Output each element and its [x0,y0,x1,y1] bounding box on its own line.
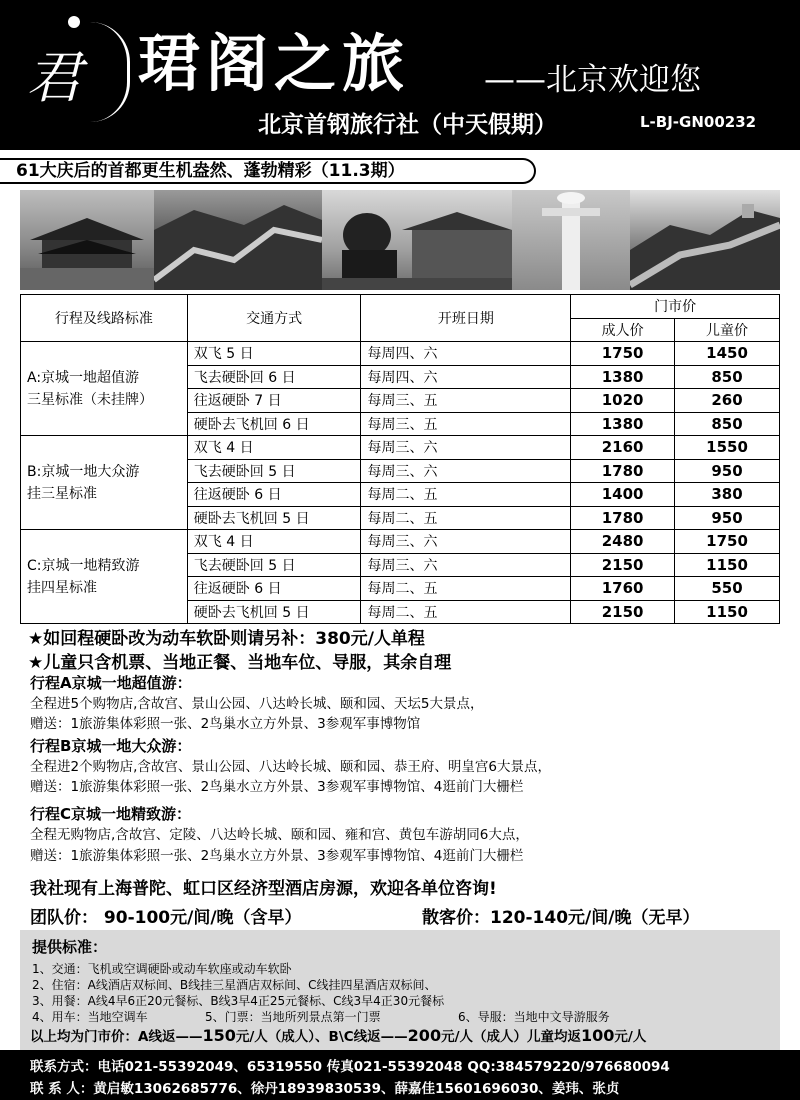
child-price-cell: 1450 [675,342,780,366]
route-b-line2: 赠送：1旅游集体彩照一张、2鸟巢水立方外景、3参观军事博物馆、4逛前门大栅栏 [30,779,524,795]
agency-logo [18,14,118,114]
adult-price-cell: 2480 [571,530,675,554]
child-price-cell: 950 [675,506,780,530]
transport-cell: 往返硬卧 6 日 [187,483,361,507]
standards-box [20,930,780,1050]
route-a-line2: 赠送：1旅游集体彩照一张、2鸟巢水立方外景、3参观军事博物馆 [30,716,421,732]
transport-cell: 双飞 4 日 [187,530,361,554]
child-price-cell: 1550 [675,436,780,460]
logo-dot-icon [68,16,80,28]
schedule-cell: 每周三、六 [361,436,571,460]
transport-cell: 硬卧去飞机回 6 日 [187,412,361,436]
commission-bc-value: 200 [407,1026,442,1045]
col-header-transport: 交通方式 [187,295,361,342]
route-name: B:京城一地大众游 [27,463,140,480]
adult-price-cell: 2150 [571,553,675,577]
child-price-cell: 1150 [675,553,780,577]
route-cell [21,342,188,436]
child-price-cell: 260 [675,389,780,413]
logo-arc-icon [90,22,130,122]
route-name: C:京城一地精致游 [27,557,140,574]
adult-price-cell: 1020 [571,389,675,413]
header-banner [0,0,800,150]
route-standard: 挂三星标准 [27,485,97,502]
schedule-cell: 每周二、五 [361,577,571,601]
commission-bc-label: 元/人（成人）、B\C线返—— [235,1029,408,1045]
adult-price-cell: 1780 [571,506,675,530]
child-price-cell: 1750 [675,530,780,554]
table-row [21,530,780,554]
price-table [20,294,780,624]
child-price-cell: 850 [675,412,780,436]
license-number: L-BJ-GN00232 [640,113,757,131]
commission-a-value: 150 [202,1026,236,1045]
child-price-cell: 1150 [675,600,780,624]
transport-cell: 往返硬卧 6 日 [187,577,361,601]
contact-persons: 联 系 人：黄启敏13062685776、徐丹18939830539、薛嘉佳15601696030、姜玮、张贞 [30,1081,620,1097]
route-standard: 三星标准（未挂牌） [27,391,153,408]
schedule-cell: 每周二、五 [361,600,571,624]
col-header-price: 门市价 [571,295,780,319]
child-price-cell: 950 [675,459,780,483]
group-price: 团队价： 90-100元/间/晚（含早） [30,908,302,928]
route-b-title: 行程B京城一地大众游： [30,737,192,755]
lion-statue-photo [322,190,512,290]
commission-child-unit: 元/人 [614,1029,647,1045]
route-c-title: 行程C京城一地精致游： [30,805,192,823]
standard-transport: 1、交通：飞机或空调硬卧或动车软座或动车软卧 [32,962,292,976]
footer-contact [0,1050,800,1100]
schedule-cell: 每周四、六 [361,365,571,389]
schedule-cell: 每周二、五 [361,483,571,507]
child-price-cell: 550 [675,577,780,601]
note-softsleeper: ★如回程硬卧改为动车软卧则请另补：380元/人单程 [28,629,425,649]
transport-cell: 飞去硬卧回 5 日 [187,459,361,483]
forbidden-city-photo [20,190,154,290]
col-header-schedule: 开班日期 [361,295,571,342]
schedule-cell: 每周三、六 [361,459,571,483]
great-wall-photo-2 [630,190,780,290]
tagline: 61大庆后的首都更生机盎然、蓬勃精彩（11.3期） [0,158,536,184]
note-children: ★儿童只含机票、当地正餐、当地车位、导服，其余自理 [28,653,452,673]
route-a-title: 行程A京城一地超值游： [30,674,192,692]
commission-a-label: 以上均为门市价：A线返—— [30,1029,203,1045]
standard-vehicle: 4、用车：当地空调车 [32,1010,148,1024]
adult-price-cell: 2160 [571,436,675,460]
route-c-line2: 赠送：1旅游集体彩照一张、2鸟巢水立方外景、3参观军事博物馆、4逛前门大栅栏 [30,848,524,864]
commission-child-label: 元/人（成人）儿童均返 [441,1029,582,1045]
route-c-line1: 全程无购物店,含故宫、定陵、八达岭长城、颐和园、雍和宫、黄包车游胡同6大点， [30,827,529,843]
schedule-cell: 每周三、五 [361,389,571,413]
commission-child-value: 100 [581,1026,615,1045]
adult-price-cell: 2150 [571,600,675,624]
standards-title: 提供标准： [32,938,108,956]
agency-name: 北京首钢旅行社（中天假期） [258,112,557,138]
contact-info: 联系方式：电话021-55392049、65319550 传真021-55392048 QQ:384579220/976680094 [30,1059,670,1075]
table-row [21,342,780,366]
standard-guide: 6、导服：当地中文导游服务 [458,1010,610,1024]
transport-cell: 双飞 5 日 [187,342,361,366]
standard-meals: 3、用餐：A线4早6正20元餐标、B线3早4正25元餐标、C线3早4正30元餐标 [32,994,445,1008]
adult-price-cell: 1760 [571,577,675,601]
table-header-row [21,295,780,319]
hotel-promo: 我社现有上海普陀、虹口区经济型酒店房源，欢迎各单位咨询! [30,879,497,899]
schedule-cell: 每周三、六 [361,553,571,577]
transport-cell: 飞去硬卧回 6 日 [187,365,361,389]
schedule-cell: 每周三、六 [361,530,571,554]
transport-cell: 双飞 4 日 [187,436,361,460]
schedule-cell: 每周二、五 [361,506,571,530]
page-subtitle: ——北京欢迎您 [484,62,701,98]
adult-price-cell: 1380 [571,365,675,389]
transport-cell: 往返硬卧 7 日 [187,389,361,413]
transport-cell: 硬卧去飞机回 5 日 [187,600,361,624]
schedule-cell: 每周三、五 [361,412,571,436]
transport-cell: 飞去硬卧回 5 日 [187,553,361,577]
route-standard: 挂四星标准 [27,579,97,596]
single-price: 散客价：120-140元/间/晚（无早） [422,908,700,928]
adult-price-cell: 1380 [571,412,675,436]
logo-text: 君 [26,46,82,111]
standard-tickets: 5、门票：当地所列景点第一门票 [205,1010,381,1024]
adult-price-cell: 1750 [571,342,675,366]
child-price-cell: 850 [675,365,780,389]
col-header-child: 儿童价 [675,318,780,342]
great-wall-photo-1 [154,190,322,290]
tagline-bar [0,150,800,190]
transport-cell: 硬卧去飞机回 5 日 [187,506,361,530]
col-header-adult: 成人价 [571,318,675,342]
col-header-route: 行程及线路标准 [21,295,188,342]
page-title: 珺阁之旅 [138,27,411,100]
child-price-cell: 380 [675,483,780,507]
route-a-line1: 全程进5个购物店,含故宫、景山公园、八达岭长城、颐和园、天坛5大景点， [30,696,484,712]
route-cell [21,436,188,530]
photo-strip [20,190,780,290]
standard-lodging: 2、住宿：A线酒店双标间、B线挂三星酒店双标间、C线挂四星酒店双标间、 [32,978,437,992]
table-row [21,436,780,460]
adult-price-cell: 1780 [571,459,675,483]
huabiao-column-photo [512,190,630,290]
route-name: A:京城一地超值游 [27,369,140,386]
commission-summary [30,1025,646,1045]
adult-price-cell: 1400 [571,483,675,507]
schedule-cell: 每周四、六 [361,342,571,366]
route-b-line1: 全程进2个购物店,含故宫、景山公园、八达岭长城、颐和园、恭王府、明皇宫6大景点， [30,759,551,775]
route-cell [21,530,188,624]
